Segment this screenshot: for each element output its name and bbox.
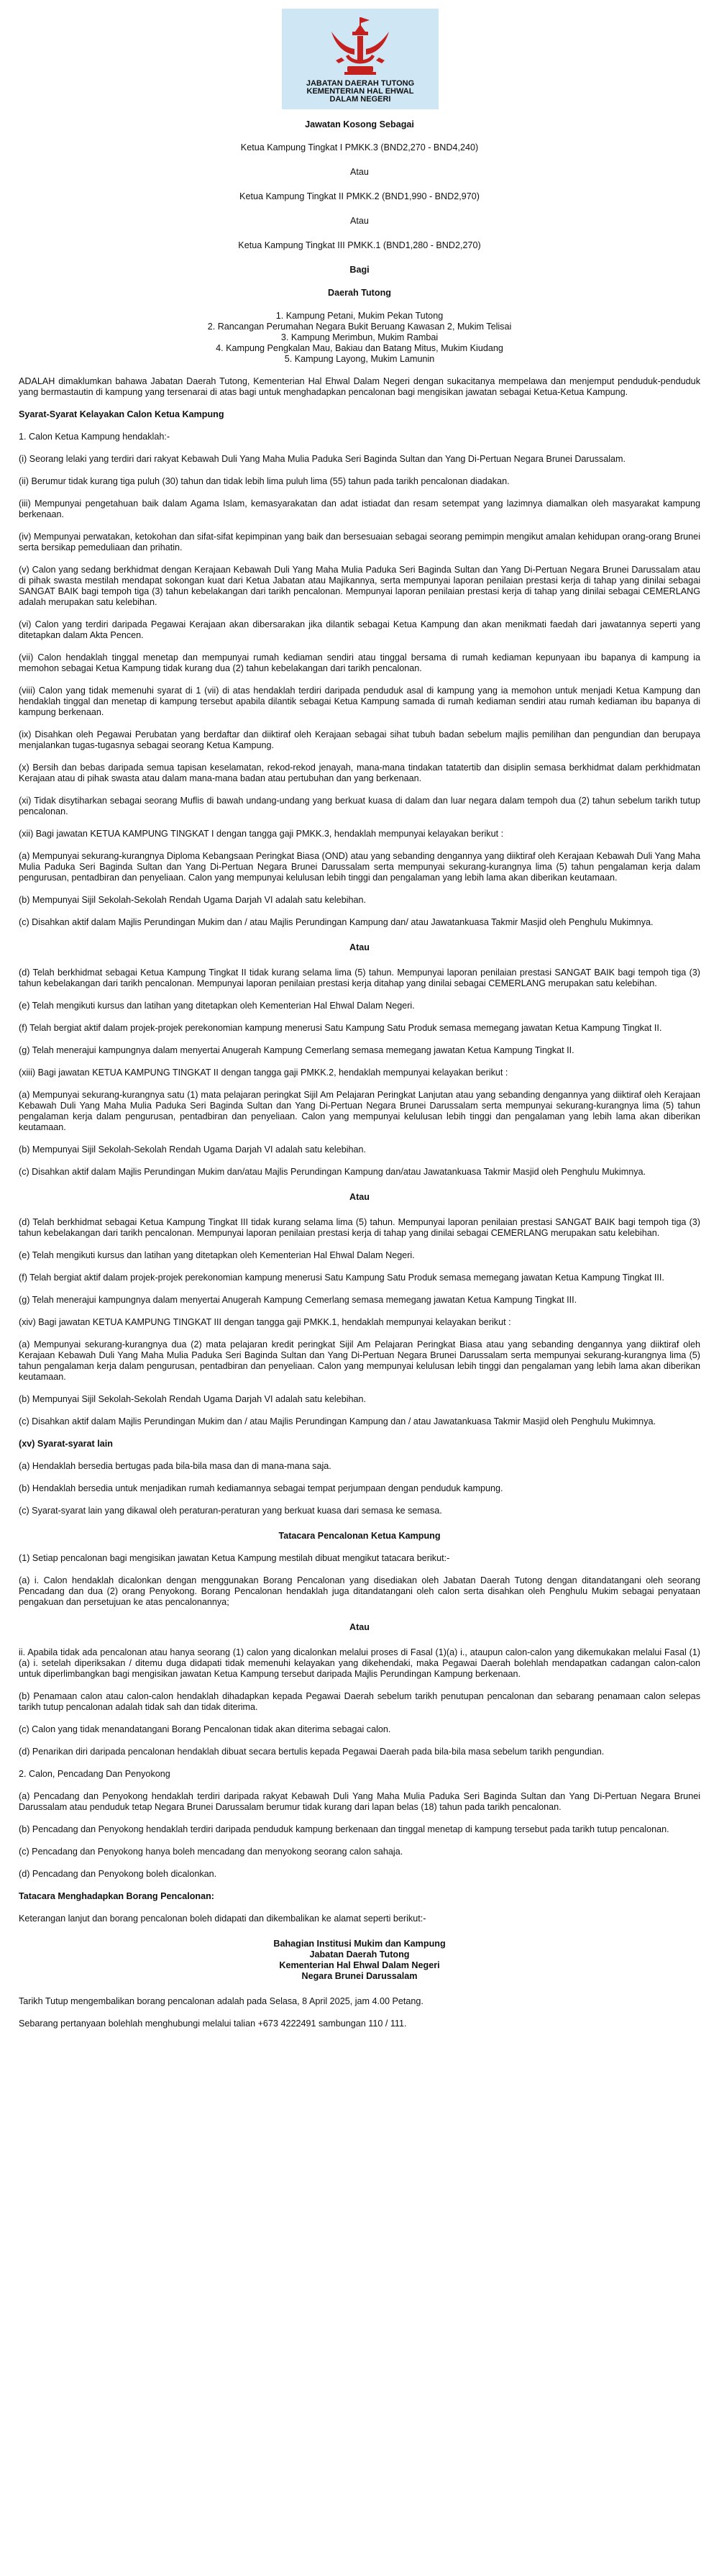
section-heading: Tatacara Menghadapkan Borang Pencalonan: [19,1891,214,1901]
kampung-list [0,311,719,365]
paragraph: (xiv) Bagi jawatan KETUA KAMPUNG TINGKAT III dengan tangga gaji PMKK.1, hendaklah mempunyai kelayakan berikut : [19,1317,511,1327]
atau-label: Atau [349,1192,370,1202]
paragraph: (b) Penamaan calon atau calon-calon hendaklah dihadapkan kepada Pegawai Daerah sebelum tarikh penutupan pencalonan dan sebarang penamaan calon selepas tarikh tutup pencalonan adalah tidak sah dan tidak diterima. [19,1691,700,1712]
paragraph: (viii) Calon yang tidak memenuhi syarat di 1 (vii) di atas hendaklah terdiri daripada penduduk asal di kampung yang ia memohon untuk menjadi Ketua Kampung dan hendaklah tinggal dan menetap di kampung tersebut apabila dilantik sebagai Ketua Kampung samada di rumah kediaman sendiri atau rumah kediaman ibu bapanya di kampung berkenaan. [19,686,700,717]
address-line: Negara Brunei Darussalam [301,1971,418,1981]
logo-line: DALAM NEGERI [329,95,391,104]
paragraph: (ii) Berumur tidak kurang tiga puluh (30) tahun dan tidak lebih lima puluh lima (55) tahun pada tarikh pencalonan diadakan. [19,476,510,486]
paragraph: (f) Telah bergiat aktif dalam projek-projek perekonomian kampung menerusi Satu Kampung Satu Produk semasa memegang jawatan Ketua Kampung Tingkat III. [19,1273,664,1283]
paragraph: (x) Bersih dan bebas daripada semua tapisan keselamatan, rekod-rekod jenayah, mana-mana tindakan tatatertib dan disiplin semasa berkhidmat dalam perkhidmatan Kerajaan atau di pihak swasta atau dalam mana-mana badan atau pertubuhan dan yang berkenaan. [19,763,700,783]
address-line: Jabatan Daerah Tutong [309,1949,410,1960]
paragraph: (b) Mempunyai Sijil Sekolah-Sekolah Rendah Ugama Darjah VI adalah satu kelebihan. [19,1144,367,1155]
atau-label: Atau [350,216,369,226]
paragraph: ii. Apabila tidak ada pencalonan atau hanya seorang (1) calon yang dicalonkan melalui proses di Fasal (1)(a) i., ataupun calon-calon yang dikemukakan melalui Fasal (1)(a) i. setelah diperiksakan / ditemu duga didapati tidak memenuhi kelayakan yang dikehendaki, maka Pegawai Daerah bolehlah mendapatkan cadangan calon-calon untuk diperlimbangkan bagi mengisikan jawatan Ketua Kampung tersebut daripada Majlis Perundingan Kampung berkenaan. [19,1647,700,1679]
paragraph: (e) Telah mengikuti kursus dan latihan yang ditetapkan oleh Kementerian Hal Ehwal Dalam Negeri. [19,1001,415,1011]
paragraph: (g) Telah menerajui kampungnya dalam menyertai Anugerah Kampung Cemerlang semasa memegang jawatan Ketua Kampung Tingkat III. [19,1295,577,1305]
post-tingkat-1: Ketua Kampung Tingkat I PMKK.3 (BND2,270 - BND4,240) [240,142,479,153]
paragraph: (d) Pencadang dan Penyokong boleh dicalonkan. [19,1869,217,1879]
paragraph: (c) Calon yang tidak menandatangani Borang Pencalonan tidak akan diterima sebagai calon. [19,1724,391,1734]
paragraph: (a) Pencadang dan Penyokong hendaklah terdiri daripada rakyat Kebawah Duli Yang Maha Mulia Paduka Seri Baginda Sultan dan Yang Di-Pertuan Negara Brunei Darussalam atau penduduk tetap Negara Brunei Darussalam berumur tidak kurang dari lapan belas (18) tahun pada tarikh pencalonan. [19,1791,700,1812]
post-tingkat-3: Ketua Kampung Tingkat III PMKK.1 (BND1,280 - BND2,270) [238,240,481,250]
paragraph: (v) Calon yang sedang berkhidmat dengan Kerajaan Kebawah Duli Yang Maha Mulia Paduka Seri Baginda Sultan dan Yang Di-Pertuan Negara Brunei Darussalam atau di pihak swasta mestilah mendapat sokongan kuat dari Ketua Jabatan atau Majikannya, serta mempunyai laporan penilaian prestasi kerja di tahap yang dinilai sebagai SANGAT BAIK bagi tempoh tiga (3) tahun kebelakangan dari tarikh pencalonan. Mempunyai laporan penilaian prestasi kerja di tahap yang dinilai sebagai CEMERLANG adalah merupakan satu kelebihan. [19,565,700,607]
paragraph: (c) Disahkan aktif dalam Majlis Perundingan Mukim dan / atau Majlis Perundingan Kampung dan/ atau Jawatankuasa Takmir Masjid oleh Penghulu Mukimnya. [19,917,654,927]
paragraph: (xii) Bagi jawatan KETUA KAMPUNG TINGKAT I dengan tangga gaji PMKK.3, hendaklah mempunyai kelayakan berikut : [19,829,504,839]
paragraph: (d) Telah berkhidmat sebagai Ketua Kampung Tingkat II tidak kurang selama lima (5) tahun. Mempunyai laporan penilaian prestasi SANGAT BAIK bagi tempoh tiga (3) tahun kebelakangan dari tarikh pencalonan. Mempunyai laporan penilaian prestasi kerja ditahap yang dinilai sebagai CEMERLANG merupakan satu kelebihan. [19,968,700,988]
paragraph: (ix) Disahkan oleh Pegawai Perubatan yang berdaftar dan diiktiraf oleh Kerajaan sebagai sihat tubuh badan sebelum majlis pemilihan dan pengundian dan berupaya menjalankan tugas-tugasnya sebagai seorang Ketua Kampung. [19,729,700,750]
paragraph: (a) Mempunyai sekurang-kurangnya Diploma Kebangsaan Peringkat Biasa (OND) atau yang sebanding dengannya yang diiktiraf oleh Kerajaan Kebawah Duli Yang Maha Mulia Paduka Seri Baginda Sultan dan Yang Di-Pertuan Negara Brunei Darussalam serta mempunyai sekurang-kurangnya lima (5) tahun pengalaman kerja dalam pengurusan, pentadbiran dan penyeliaan. Calon yang mempunyai kelulusan lebih tinggi dan pengalaman yang lebih lama akan diberikan keutamaan. [19,851,700,883]
paragraph: (a) Mempunyai sekurang-kurangnya dua (2) mata pelajaran kredit peringkat Sijil Am Pelajaran Peringkat Biasa atau yang sebanding dengannya yang diiktiraf oleh Kerajaan Kebawah Duli Yang Maha Mulia Paduka Seri Baginda Sultan dan Yang Di-Pertuan Negara Brunei Darussalam serta mempunyai sekurang-kurangnya lima (5) tahun pengalaman kerja dalam pengurusan, pentadbiran dan penyeliaan. Calon yang mempunyai kelulusan lebih tinggi dan pengalaman yang lebih lama akan diberikan keutamaan. [19,1339,700,1382]
address-line: Kementerian Hal Ehwal Dalam Negeri [279,1960,440,1970]
paragraph: (d) Telah berkhidmat sebagai Ketua Kampung Tingkat III tidak kurang selama lima (5) tahun. Mempunyai laporan penilaian prestasi SANGAT BAIK bagi tempoh tiga (3) tahun kebelakangan dari tarikh pencalonan. Mempunyai laporan penilaian prestasi kerja di tahap yang dinilai sebagai CEMERLANG merupakan satu kelebihan. [19,1217,700,1238]
section-heading: Tatacara Pencalonan Ketua Kampung [278,1531,441,1541]
paragraph: (iv) Mempunyai perwatakan, ketokohan dan sifat-sifat kepimpinan yang baik dan bersesuaian sebagai seorang pemimpin mengikut amalan kehidupan orang-orang Brunei serta bersikap pemeduliaan dan prihatin. [19,532,700,552]
atau-label: Atau [349,942,370,952]
paragraph: 1. Calon Ketua Kampung hendaklah:- [19,432,170,442]
list-item: 4. Kampung Pengkalan Mau, Bakiau dan Batang Mitus, Mukim Kiudang [216,343,503,353]
district-heading: Daerah Tutong [328,288,391,298]
paragraph: (e) Telah mengikuti kursus dan latihan yang ditetapkan oleh Kementerian Hal Ehwal Dalam Negeri. [19,1250,415,1260]
body-text [19,376,700,2029]
paragraph: (a) i. Calon hendaklah dicalonkan dengan menggunakan Borang Pencalonan yang disediakan oleh Jabatan Daerah Tutong dengan ditandatangani oleh seorang Pencadang dan dua (2) orang Penyokong. Borang Pencalonan hendaklah juga ditandatangani oleh calon serta disahkan oleh Penghulu Mukim sebagai penyataan pengakuan dan persetujuan ke atas pencalonannya; [19,1575,700,1607]
paragraph: (g) Telah menerajui kampungnya dalam menyertai Anugerah Kampung Cemerlang semasa memegang jawatan Ketua Kampung Tingkat II. [19,1045,574,1055]
paragraph: (xi) Tidak disytiharkan sebagai seorang Muflis di bawah undang-undang yang berkuat kuasa di dalam dan luar negara dalam tempoh dua (2) tahun sebelum tarikh tutup pencalonan. [19,796,700,816]
paragraph: Keterangan lanjut dan borang pencalonan boleh didapati dan dikembalikan ke alamat seperti berikut:- [19,1913,426,1924]
paragraph: (c) Disahkan aktif dalam Majlis Perundingan Mukim dan/atau Majlis Perundingan Kampung dan/atau Jawatankuasa Takmir Masjid oleh Penghulu Mukimnya. [19,1167,646,1177]
paragraph: (i) Seorang lelaki yang terdiri dari rakyat Kebawah Duli Yang Maha Mulia Paduka Seri Baginda Sultan dan Yang Di-Pertuan Negara Brunei Darussalam. [19,454,626,464]
paragraph: (vii) Calon hendaklah tinggal menetap dan mempunyai rumah kediaman sendiri atau tinggal bersama di rumah kediaman kepunyaan ibu bapanya di kampung ia memohon sebagai Ketua Kampung tidak kurang dua (2) tahun kebelakangan dari tarikh pencalonan. [19,652,700,673]
post-tingkat-2: Ketua Kampung Tingkat II PMKK.2 (BND1,990 - BND2,970) [239,191,480,201]
contact-info: Sebarang pertanyaan bolehlah menghubungi melalui talian +673 4222491 sambungan 110 / 111. [19,2019,407,2029]
paragraph: (c) Syarat-syarat lain yang dikawal oleh peraturan-peraturan yang berkuat kuasa dari semasa ke semasa. [19,1506,442,1516]
logo-line: KEMENTERIAN HAL EHWAL [306,87,414,96]
list-item: 5. Kampung Layong, Mukim Lamunin [284,354,435,364]
list-item: 3. Kampung Merimbun, Mukim Rambai [280,332,439,342]
atau-label: Atau [350,167,369,177]
section-heading: (xv) Syarat-syarat lain [19,1439,113,1449]
paragraph: 2. Calon, Pencadang Dan Penyokong [19,1769,170,1779]
paragraph: (a) Mempunyai sekurang-kurangnya satu (1) mata pelajaran peringkat Sijil Am Pelajaran Peringkat Lanjutan atau yang sebanding dengannya yang diiktiraf oleh Kerajaan Kebawah Duli Yang Maha Mulia Paduka Seri Baginda Sultan dan Yang Di-Pertuan Negara Brunei Darussalam serta mempunyai sekurang-kurangnya lima (5) tahun pengalaman kerja dalam pengurusan, pentadbiran dan penyeliaan. Calon yang mempunyai kelulusan lebih tinggi dan pengalaman yang lebih lama akan diberikan keutamaan. [19,1090,700,1132]
paragraph: (b) Pencadang dan Penyokong hendaklah terdiri daripada penduduk kampung berkenaan dan tinggal menetap di kampung tersebut pada tarikh tutup pencalonan. [19,1824,669,1834]
paragraph: (b) Mempunyai Sijil Sekolah-Sekolah Rendah Ugama Darjah VI adalah satu kelebihan. [19,895,367,905]
department-logo [282,9,439,109]
brunei-crest-icon [329,14,392,78]
closing-date: Tarikh Tutup mengembalikan borang pencalonan adalah pada Selasa, 8 April 2025, jam 4.00 Petang. [19,1996,423,2006]
list-item: 1. Kampung Petani, Mukim Pekan Tutong [275,311,444,321]
paragraph: (iii) Mempunyai pengetahuan baik dalam Agama Islam, kemasyarakatan dan adat istiadat dan resam setempat yang lazimnya diamalkan oleh masyarakat kampung berkenaan. [19,499,700,519]
list-item: 2. Rancangan Perumahan Negara Bukit Beruang Kawasan 2, Mukim Telisai [207,322,512,332]
section-heading: Syarat-Syarat Kelayakan Calon Ketua Kampung [19,409,224,419]
bagi-label: Bagi [349,265,370,275]
paragraph: (vi) Calon yang terdiri daripada Pegawai Kerajaan akan dibersarakan jika dilantik sebagai Ketua Kampung dan akan menikmati faedah dari jawatannya seperti yang ditetapkan dalam Akta Pencen. [19,619,700,640]
paragraph: (b) Mempunyai Sijil Sekolah-Sekolah Rendah Ugama Darjah VI adalah satu kelebihan. [19,1394,367,1404]
paragraph: (c) Pencadang dan Penyokong hanya boleh mencadang dan menyokong seorang calon sahaja. [19,1847,403,1857]
paragraph: (d) Penarikan diri daripada pencalonan hendaklah dibuat secara bertulis kepada Pegawai Daerah pada bila-bila masa sebelum tarikh pengundian. [19,1747,605,1757]
paragraph: (xiii) Bagi jawatan KETUA KAMPUNG TINGKAT II dengan tangga gaji PMKK.2, hendaklah mempunyai kelayakan berikut : [19,1068,508,1078]
paragraph: (c) Disahkan aktif dalam Majlis Perundingan Mukim dan / atau Majlis Perundingan Kampung dan / atau Jawatankuasa Takmir Masjid oleh Penghulu Mukimnya. [19,1416,656,1426]
atau-label: Atau [349,1622,370,1632]
notice-title: Jawatan Kosong Sebagai [305,119,414,129]
intro-paragraph: ADALAH dimaklumkan bahawa Jabatan Daerah Tutong, Kementerian Hal Ehwal Dalam Negeri dengan sukacitanya mempelawa dan menjemput penduduk-penduduk yang bermastautin di kampung yang tersenarai di atas bagi untuk menghadapkan pencalonan bagi mengisikan jawatan sebagai Ketua-Ketua Kampung. [19,376,700,397]
logo-line: JABATAN DAERAH TUTONG [306,79,415,88]
notice-content [0,119,719,2029]
address-line: Bahagian Institusi Mukim dan Kampung [273,1939,446,1949]
paragraph: (f) Telah bergiat aktif dalam projek-projek perekonomian kampung menerusi Satu Kampung Satu Produk semasa memegang jawatan Ketua Kampung Tingkat II. [19,1023,662,1033]
paragraph: (1) Setiap pencalonan bagi mengisikan jawatan Ketua Kampung mestilah dibuat mengikut tatacara berikut:- [19,1553,450,1563]
logo-text [282,80,439,104]
paragraph: (a) Hendaklah bersedia bertugas pada bila-bila masa dan di mana-mana saja. [19,1461,331,1471]
paragraph: (b) Hendaklah bersedia untuk menjadikan rumah kediamannya sebagai tempat perjumpaan dengan penduduk kampung. [19,1483,503,1493]
address-block [19,1939,700,1982]
